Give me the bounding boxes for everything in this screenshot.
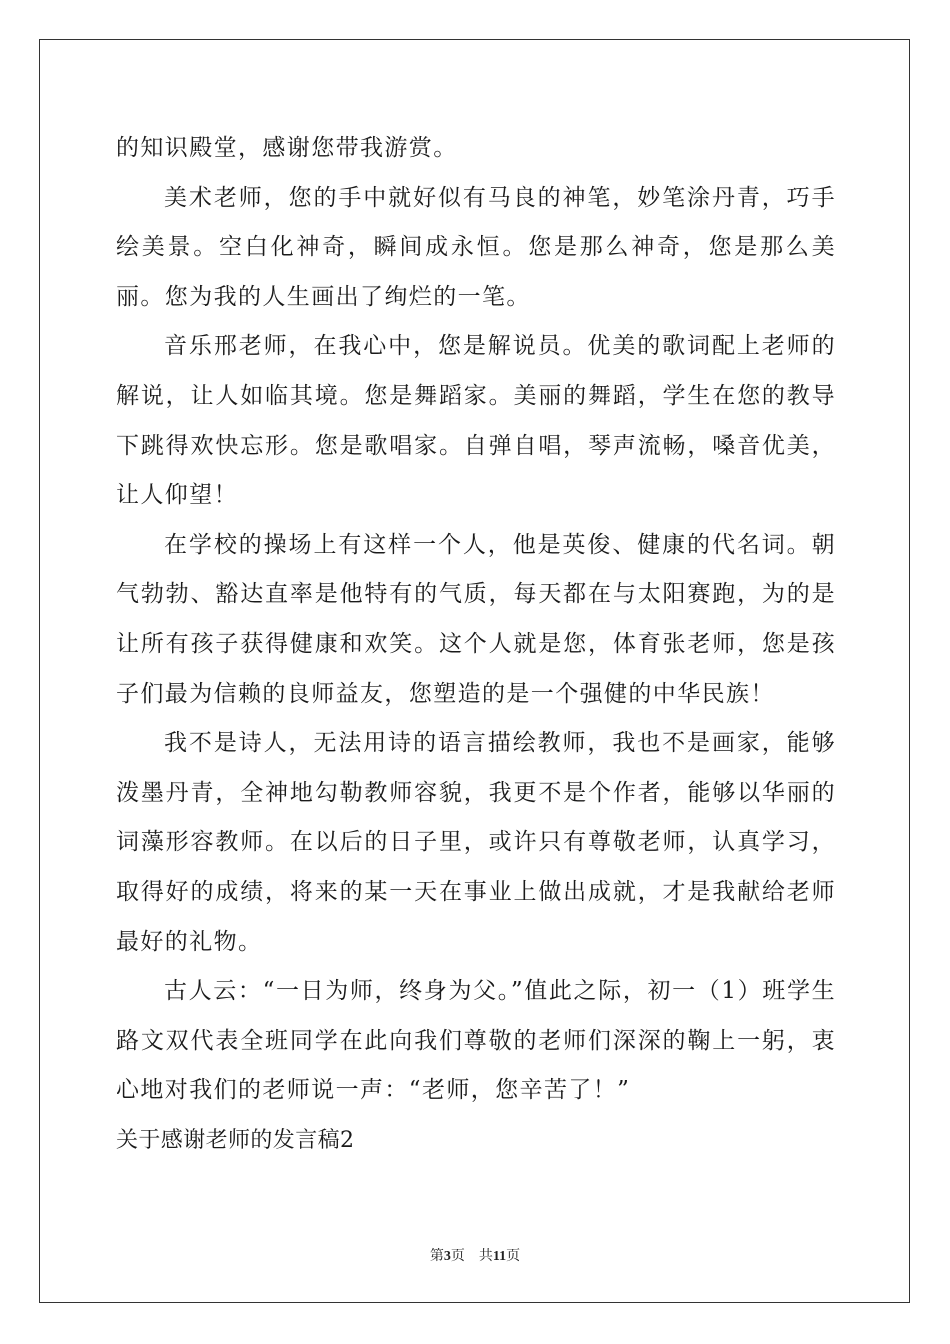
footer-total-suffix: 页 <box>506 1248 521 1264</box>
footer-page-number: 3 <box>443 1249 451 1264</box>
paragraph-art-teacher: 美术老师，您的手中就好似有马良的神笔，妙笔涂丹青，巧手绘美景。空白化神奇，瞬间成永恒。您是那么神奇，您是那么美丽。您为我的人生画出了绚烂的一笔。 <box>116 184 836 310</box>
paragraph-not-a-poet: 我不是诗人，无法用诗的语言描绘教师，我也不是画家，能够泼墨丹青，全神地勾勒教师容貌，我更不是个作者，能够以华丽的词藻形容教师。在以后的日子里，或许只有尊敬老师，认真学习，取得好的成绩，将来的某一天在事业上做出成就，才是我献给老师最好的礼物。 <box>116 730 836 955</box>
section-heading: 关于感谢老师的发言稿2 <box>116 1127 355 1153</box>
footer-total-pages: 11 <box>492 1249 507 1264</box>
footer-page-suffix: 页 <box>450 1248 465 1264</box>
paragraph-music-teacher: 音乐邢老师，在我心中，您是解说员。优美的歌词配上老师的解说，让人如临其境。您是舞蹈家。美丽的舞蹈，学生在您的教导下跳得欢快忘形。您是歌唱家。自弹自唱，琴声流畅，嗓音优美，让人仰望！ <box>116 333 836 509</box>
footer-page-prefix: 第 <box>429 1248 444 1264</box>
footer-total-prefix: 共 <box>478 1248 493 1264</box>
paragraph-continuation: 的知识殿堂，感谢您带我游赏。 <box>116 135 458 161</box>
page-footer <box>0 1247 950 1266</box>
paragraph-pe-teacher: 在学校的操场上有这样一个人，他是英俊、健康的代名词。朝气勃勃、豁达直率是他特有的气质，每天都在与太阳赛跑，为的是让所有孩子获得健康和欢笑。这个人就是您，体育张老师，您是孩子们最为信赖的良师益友，您塑造的是一个强健的中华民族！ <box>116 531 836 707</box>
paragraph-closing: 古人云：“一日为师，终身为父。”值此之际，初一（1）班学生路文双代表全班同学在此向我们尊敬的老师们深深的鞠上一躬，衷心地对我们的老师说一声：“老师，您辛苦了！” <box>116 978 836 1104</box>
document-body <box>116 124 836 1165</box>
